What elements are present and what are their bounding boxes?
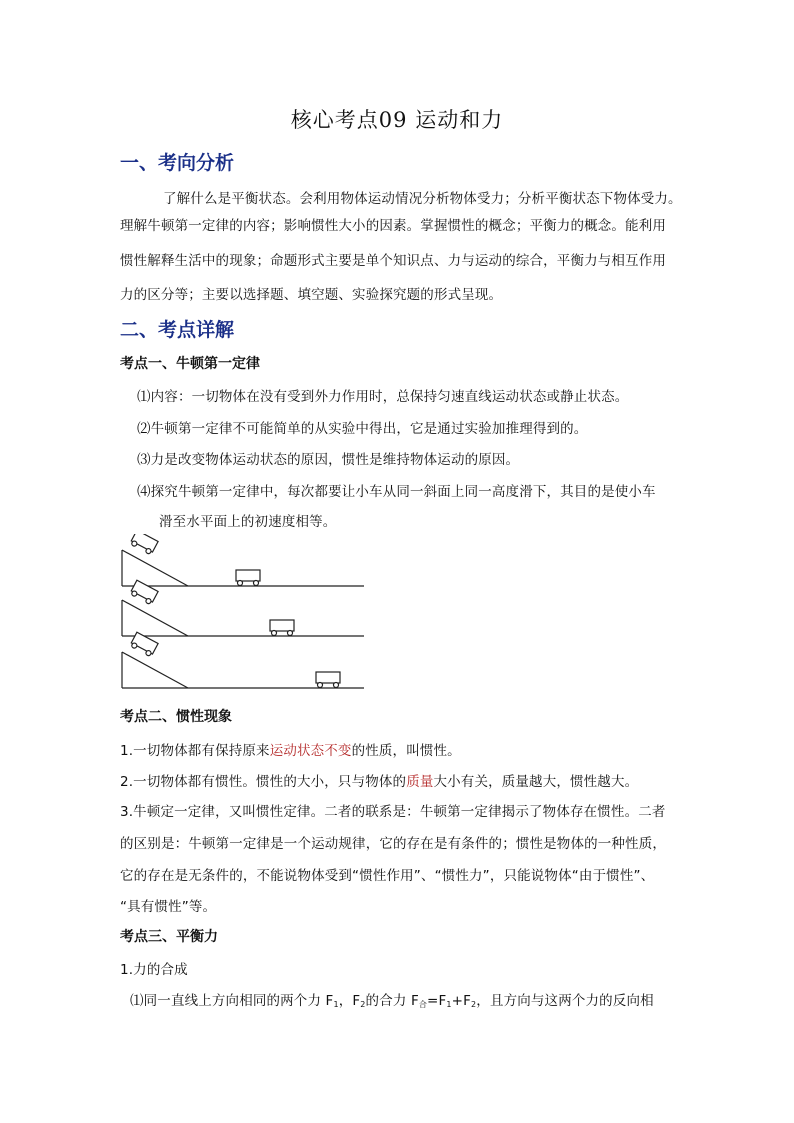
point2-item-3-line-2: 的区别是：牛顿第一定律是一个运动规律，它的存在是有条件的；惯性是物体的一种性质， <box>120 836 666 852</box>
cart-on-slope-1 <box>130 534 158 555</box>
point1-item-3: ⑶力是改变物体运动状态的原因，惯性是维持物体运动的原因。 <box>137 452 520 468</box>
cart-stopped-3 <box>316 672 340 688</box>
page-title: 核心考点09 运动和力 <box>290 108 504 132</box>
point2-item-3-line-1: 3.牛顿定一定律，又叫惯性定律。二者的联系是：牛顿第一定律揭示了物体存在惯性。二者 <box>120 804 666 820</box>
point1-item-4: ⑷探究牛顿第一定律中，每次都要让小车从同一斜面上同一高度滑下，其目的是使小车 <box>137 484 656 500</box>
point3-heading: 考点三、平衡力 <box>120 929 218 945</box>
point2-item-3-line-3: 它的存在是无条件的，不能说物体受到“惯性作用”、“惯性力”，只能说物体“由于惯性”、 <box>120 868 655 884</box>
analysis-line-1: 了解什么是平衡状态。会利用物体运动情况分析物体受力；分析平衡状态下物体受力。 <box>163 191 682 207</box>
analysis-line-3: 惯性解释生活中的现象；命题形式主要是单个知识点、力与运动的综合，平衡力与相互作用 <box>120 253 666 269</box>
point1-item-4-cont: 滑至水平面上的初速度相等。 <box>159 514 337 530</box>
incline-panel-2 <box>122 580 364 636</box>
incline-panel-1 <box>122 534 364 586</box>
point1-heading: 考点一、牛顿第一定律 <box>120 356 260 372</box>
point1-item-2: ⑵牛顿第一定律不可能简单的从实验中得出，它是通过实验加推理得到的。 <box>137 421 588 437</box>
incline-panel-3 <box>122 632 364 688</box>
analysis-line-2: 理解牛顿第一定律的内容；影响惯性大小的因素。掌握惯性的概念；平衡力的概念。能利用 <box>120 218 666 234</box>
incline-experiment-diagram <box>118 534 368 694</box>
analysis-line-4: 力的区分等；主要以选择题、填空题、实验探究题的形式呈现。 <box>120 287 503 303</box>
section-heading-analysis: 一、考向分析 <box>120 152 235 174</box>
cart-on-slope-2 <box>130 580 158 605</box>
section-heading-details: 二、考点详解 <box>120 319 235 341</box>
point2-item-1: 1.一切物体都有保持原来运动状态不变的性质，叫惯性。 <box>120 743 461 759</box>
point3-item-1: 1.力的合成 <box>120 962 188 978</box>
cart-stopped-1 <box>236 570 260 586</box>
cart-stopped-2 <box>270 620 294 636</box>
point2-item-2: 2.一切物体都有惯性。惯性的大小，只与物体的质量大小有关，质量越大，惯性越大。 <box>120 774 639 790</box>
point1-item-1: ⑴内容：一切物体在没有受到外力作用时，总保持匀速直线运动状态或静止状态。 <box>137 389 629 405</box>
point2-heading: 考点二、惯性现象 <box>120 709 232 725</box>
point3-sub-1: ⑴同一直线上方向相同的两个力 $F_1$，$F_2$的合力 $F_合=F_1+F_2$，且方向与这两个力的反向相 <box>130 993 654 1009</box>
point2-item-3-line-4: “具有惯性”等。 <box>120 899 217 915</box>
